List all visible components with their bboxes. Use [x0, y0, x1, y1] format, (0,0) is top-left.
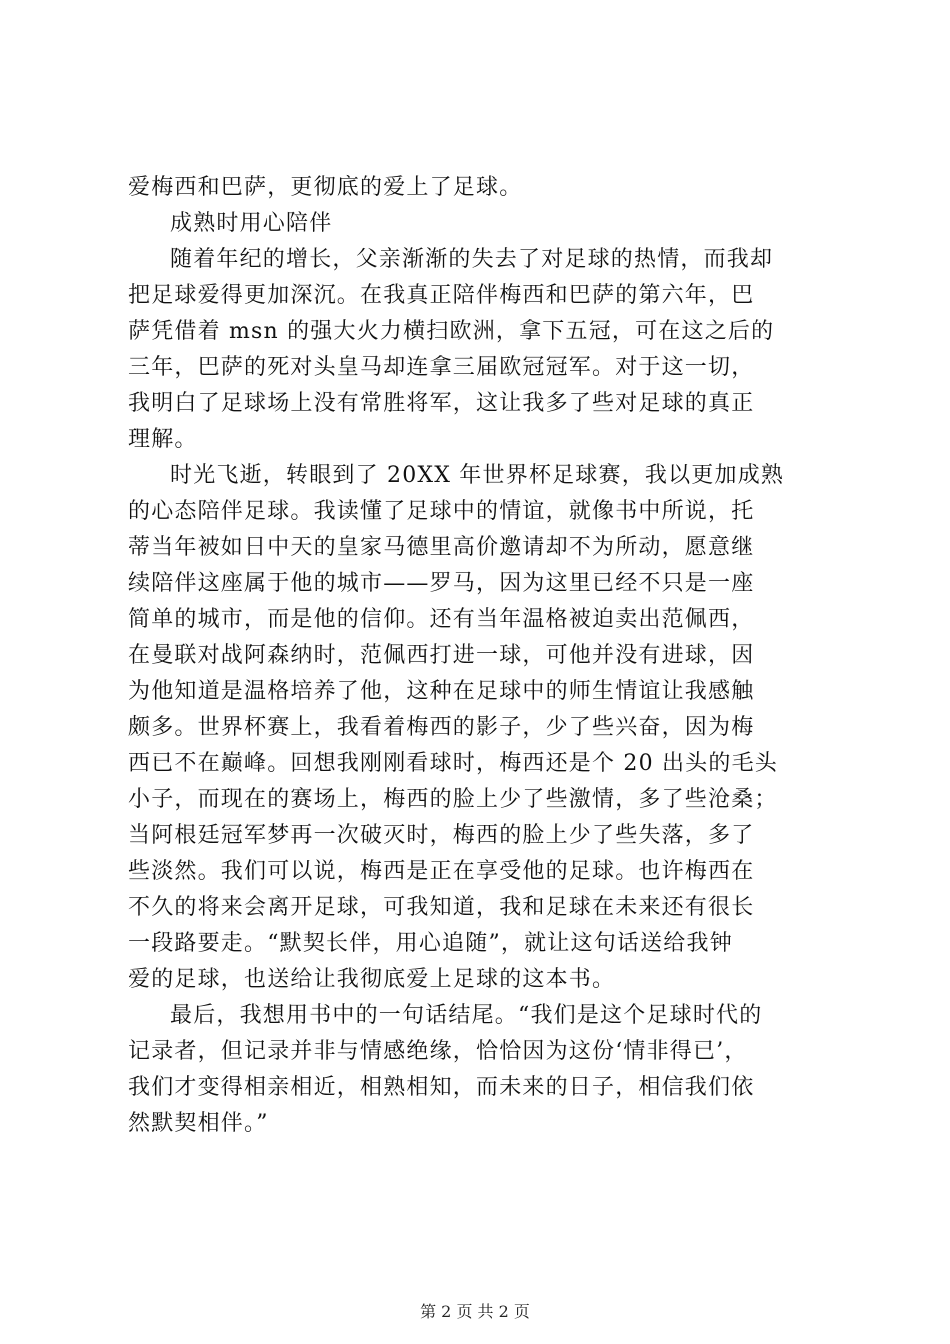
page-footer: 第 2 页 共 2 页 [420, 1302, 530, 1321]
text-line: 些淡然。我们可以说，梅西是正在享受他的足球。也许梅西在 [128, 859, 755, 884]
text-line: 简单的城市，而是他的信仰。还有当年温格被迫卖出范佩西， [128, 607, 755, 632]
text-line: 我明白了足球场上没有常胜将军，这让我多了些对足球的真正 [128, 391, 755, 416]
text-line: 当阿根廷冠军梦再一次破灭时，梅西的脸上少了些失落，多了 [128, 823, 755, 848]
text-line: 小子，而现在的赛场上，梅西的脸上少了些激情，多了些沧桑； [128, 787, 778, 812]
text-line: 三年，巴萨的死对头皇马却连拿三届欧冠冠军。对于这一切， [128, 355, 755, 380]
text-line: 理解。 [128, 427, 198, 452]
text-line: 颇多。世界杯赛上，我看着梅西的影子，少了些兴奋，因为梅 [128, 715, 755, 740]
text-line: 不久的将来会离开足球，可我知道，我和足球在未来还有很长 [128, 895, 755, 920]
text-line: 爱梅西和巴萨，更彻底的爱上了足球。 [128, 175, 523, 200]
text-line: 爱的足球，也送给让我彻底爱上足球的这本书。 [128, 967, 616, 992]
text-line: 然默契相伴。” [128, 1111, 269, 1136]
text-line: 西已不在巅峰。回想我刚刚看球时，梅西还是个 20 出头的毛头 [128, 751, 778, 776]
text-line: 我们才变得相亲相近，相熟相知，而未来的日子，相信我们依 [128, 1075, 755, 1100]
text-line: 随着年纪的增长，父亲渐渐的失去了对足球的热情，而我却 [170, 247, 774, 272]
text-line: 在曼联对战阿森纳时，范佩西打进一球，可他并没有进球，因 [128, 643, 755, 668]
section-heading: 成熟时用心陪伴 [170, 211, 333, 236]
text-line: 续陪伴这座属于他的城市——罗马，因为这里已经不只是一座 [128, 571, 755, 596]
text-line: 把足球爱得更加深沉。在我真正陪伴梅西和巴萨的第六年，巴 [128, 283, 755, 308]
text-line: 蒂当年被如日中天的皇家马德里高价邀请却不为所动，愿意继 [128, 535, 755, 560]
text-line: 的心态陪伴足球。我读懂了足球中的情谊，就像书中所说，托 [128, 499, 755, 524]
text-line: 萨凭借着 msn 的强大火力横扫欧洲，拿下五冠，可在这之后的 [128, 319, 775, 344]
text-line: 为他知道是温格培养了他，这种在足球中的师生情谊让我感触 [128, 679, 755, 704]
text-line: 一段路要走。“默契长伴，用心追随”，就让这句话送给我钟 [128, 931, 733, 956]
text-line: 时光飞逝，转眼到了 20XX 年世界杯足球赛，我以更加成熟 [170, 463, 785, 488]
text-line: 记录者，但记录并非与情感绝缘，恰恰因为这份‘情非得已’， [128, 1039, 748, 1064]
text-line: 最后，我想用书中的一句话结尾。“我们是这个足球时代的 [170, 1003, 763, 1028]
